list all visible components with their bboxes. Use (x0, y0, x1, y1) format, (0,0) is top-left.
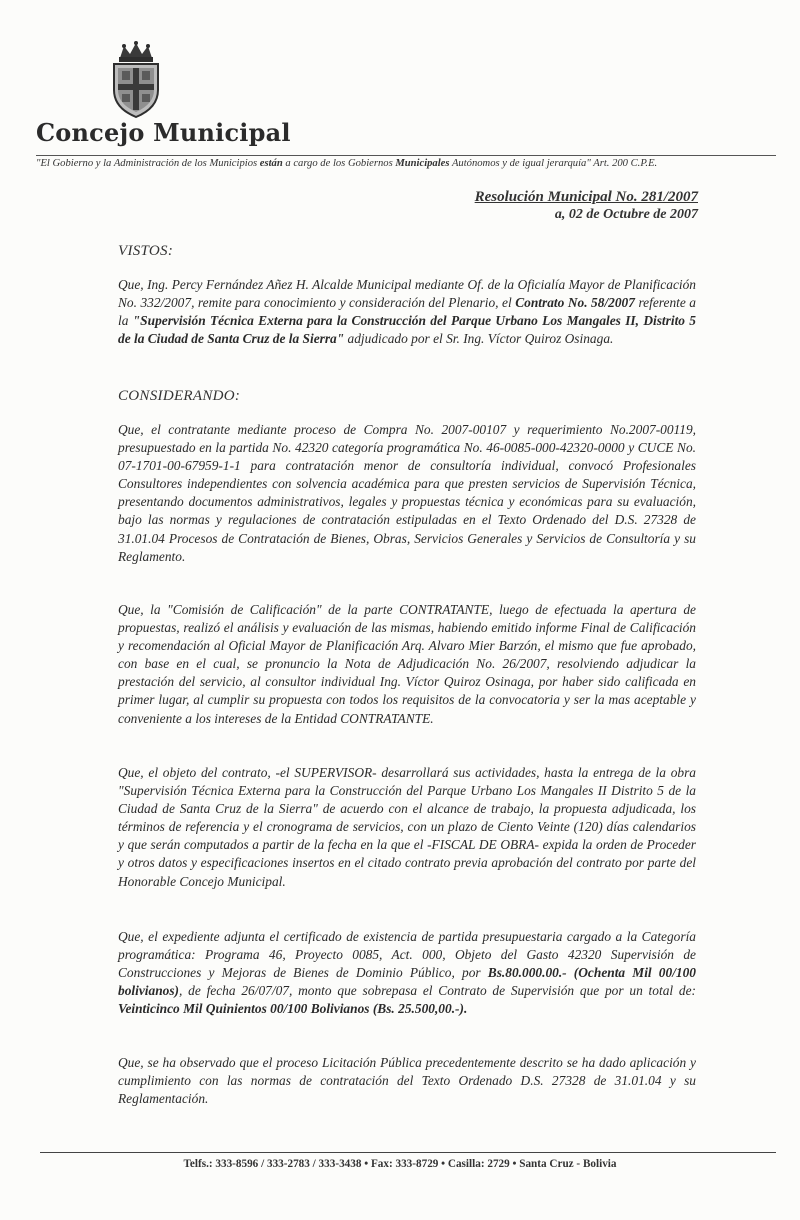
footer-divider (40, 1152, 776, 1153)
header-quote: "El Gobierno y la Administración de los Municipios están a cargo de los Gobiernos Municipales Autónomos y de igual jerarquía" Art. 200 C.P.E. (36, 158, 658, 169)
considerando-paragraph-5: Que, se ha observado que el proceso Licitación Pública precedentemente descrito se ha dado aplicación y cumplimiento con las normas de contratación del Texto Ordenado D.S. 27328 de 31.01.04 y su Reglamentación. (118, 1055, 696, 1107)
org-name: Concejo Municipal (36, 118, 291, 147)
vistos-paragraph: Que, Ing. Percy Fernández Añez H. Alcalde Municipal mediante Of. de la Oficialía Mayor de Planificación No. 332/2007, remite para conocimiento y consideración del Plenario, el Contrato No. 58/2007 referente a la "Supervisión Técnica Externa para la Construcción del Parque Urbano Los Mangales II, Distrito 5 de la Ciudad de Santa Cruz de la Sierra" adjudicado por el Sr. Ing. Víctor Quiroz Osinaga. (118, 277, 697, 347)
municipal-coat-of-arms-icon (104, 40, 168, 120)
resolution-title: Resolución Municipal No. 281/2007 (474, 189, 698, 205)
header-divider (36, 155, 776, 156)
considerando-heading: CONSIDERANDO: (118, 388, 241, 404)
considerando-paragraph-1: Que, el contratante mediante proceso de Compra No. 2007-00107 y requerimiento No.2007-00119, presupuestado en la partida No. 42320 categoría programática No. 46-0085-000-42320-0000 y CUCE No. 07-1701-00-67959-1-1 para contratación menor de consultoría individual, convocó Profesionales Consultores independientes con solvencia académica para que presten servicios de Supervisión Técnica, presentando documentos administrativos, legales y propuestas técnica y económicas para su evaluación, bajo las normas y regulaciones de contratación estipuladas en el Texto Ordenado del D.S. 27328 de 31.01.04 Procesos de Contratación de Bienes, Obras, Servicios Generales y Servicios de Consultoría y su Reglamento. (118, 422, 696, 564)
considerando-paragraph-4: Que, el expediente adjunta el certificado de existencia de partida presupuestaria cargado a la Categoría programática: Programa 46, Proyecto 0085, Act. 000, Objeto del Gasto 42320 Supervisión de Construcciones y Mejoras de Bienes de Dominio Público, por Bs.80.000.00.- (Ochenta Mil 00/100 bolivianos), de fecha 26/07/07, monto que sobrepasa el Contrato de Supervisión que por un total de: Veinticinco Mil Quinientos 00/100 Bolivianos (Bs. 25.500,00.-). (118, 929, 696, 1017)
resolution-date: a, 02 de Octubre de 2007 (554, 207, 698, 222)
considerando-paragraph-3: Que, el objeto del contrato, -el SUPERVISOR- desarrollará sus actividades, hasta la entrega de la obra "Supervisión Técnica Externa para la Construcción del Parque Urbano Los Mangales II Distrito 5 de la Ciudad de Santa Cruz de la Sierra" de acuerdo con el alcance de trabajo, la propuesta adjudicada, los términos de referencia y el cronograma de servicios, con un plazo de Ciento Veinte (120) días calendarios y que serán computados a partir de la fecha en la que el -FISCAL DE OBRA- expida la orden de Proceder y otros datos y especificaciones insertos en el citado contrato previa aprobación del contrato por parte del Honorable Concejo Municipal. (118, 765, 696, 889)
considerando-paragraph-2: Que, la "Comisión de Calificación" de la parte CONTRATANTE, luego de efectuada la apertura de propuestas, realizó el análisis y evaluación de las mismas, habiendo emitido informe Final de Calificación y recomendación al Oficial Mayor de Planificación Arq. Alvaro Mier Barzón, el mismo que fue aprobado, con base en el cual, se pronuncio la Nota de Adjudicación No. 26/2007, resolviendo adjudicar la prestación del servicio, al consultor individual Ing. Víctor Quiroz Osinaga, por haber sido calificada en primer lugar, al cumplir su propuesta con todos los requisitos de la convocatoria y ser la mas aceptable y conveniente a los intereses de la Entidad CONTRATANTE. (118, 602, 696, 726)
footer-contact: Telfs.: 333-8596 / 333-2783 / 333-3438 • Fax: 333-8729 • Casilla: 2729 • Santa Cruz - Bolivia (183, 1158, 617, 1170)
vistos-heading: VISTOS: (118, 243, 174, 259)
